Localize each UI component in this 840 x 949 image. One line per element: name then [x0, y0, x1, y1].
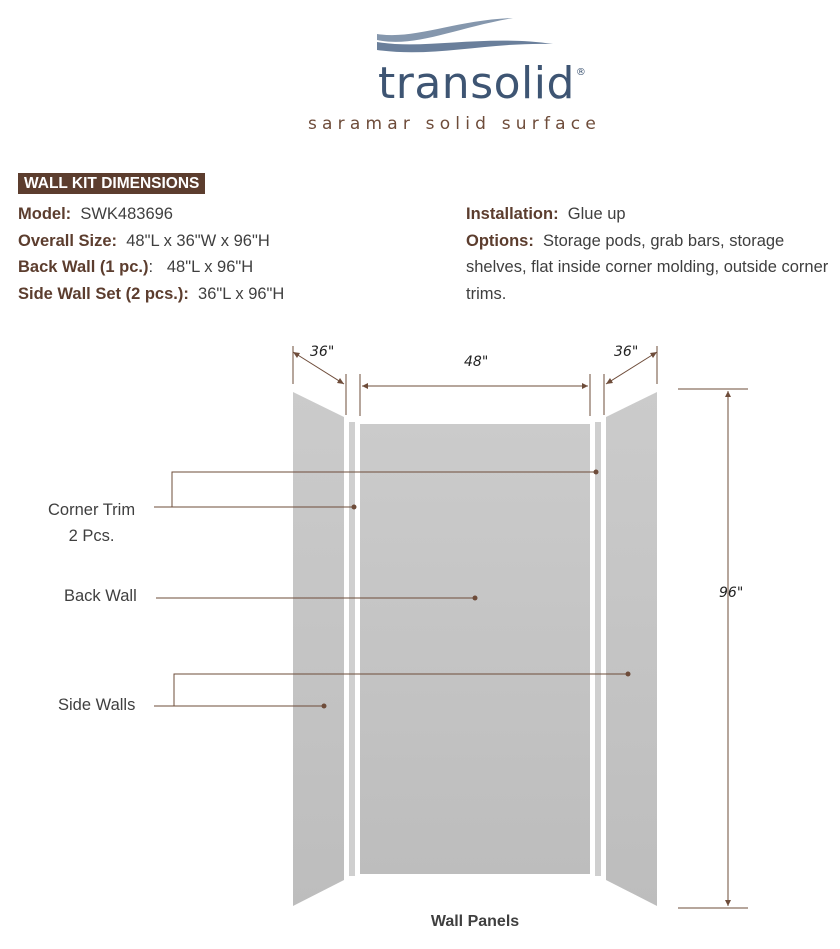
dim-label-height: 96": [719, 585, 744, 601]
callout-corner-trim: [48, 497, 135, 549]
spec-overall-size-label: Overall Size:: [18, 231, 118, 250]
spec-side-wall-set: [18, 281, 284, 308]
spec-options-value: Storage pods, grab bars, storage shelves, flat inside corner molding, outside corner trims.: [466, 231, 829, 303]
spec-side-wall-set-value: 36"L x 96"H: [198, 284, 285, 303]
spec-installation: [466, 201, 836, 228]
spec-back-wall: [18, 254, 284, 281]
callout-corner-trim-label: Corner Trim: [48, 501, 136, 519]
specs-right: [466, 201, 836, 307]
right-side-wall-panel: [606, 392, 657, 906]
spec-options: [466, 228, 836, 308]
wall-panel-diagram: [0, 330, 840, 949]
callout-side-walls: Side Walls: [58, 696, 136, 714]
spec-installation-label: Installation:: [466, 205, 559, 223]
section-title: WALL KIT DIMENSIONS: [18, 173, 205, 194]
tagline: saramar solid surface: [308, 114, 601, 134]
spec-installation-value: Glue up: [567, 205, 626, 223]
transolid-logo: [0, 0, 840, 150]
brand-name: transolid: [378, 58, 575, 109]
back-wall-panel: [360, 424, 590, 874]
left-corner-trim: [349, 422, 355, 876]
registered-mark: ®: [575, 67, 587, 78]
left-side-wall-panel: [293, 392, 344, 906]
dim-label-left-side: 36": [310, 344, 335, 360]
diagram-caption: Wall Panels: [430, 913, 520, 930]
dim-label-right-side: 36": [614, 344, 639, 360]
spec-back-wall-label: Back Wall (1 pc.): [18, 258, 149, 276]
spec-overall-size: [18, 228, 284, 255]
spec-back-wall-value: : 48"L x 96"H: [148, 258, 254, 276]
spec-model-value: SWK483696: [80, 205, 173, 223]
right-corner-trim: [595, 422, 601, 876]
spec-overall-size-value: 48"L x 36"W x 96"H: [126, 231, 270, 250]
specs-left: [18, 201, 284, 307]
callout-back-wall: Back Wall: [64, 587, 137, 605]
spec-model: [18, 201, 284, 228]
spec-options-label: Options:: [466, 231, 534, 250]
callout-corner-trim-qty: 2 Pcs.: [68, 527, 115, 545]
spec-model-label: Model:: [18, 205, 72, 223]
spec-side-wall-set-label: Side Wall Set (2 pcs.):: [18, 284, 189, 303]
dim-label-back: 48": [464, 354, 489, 370]
